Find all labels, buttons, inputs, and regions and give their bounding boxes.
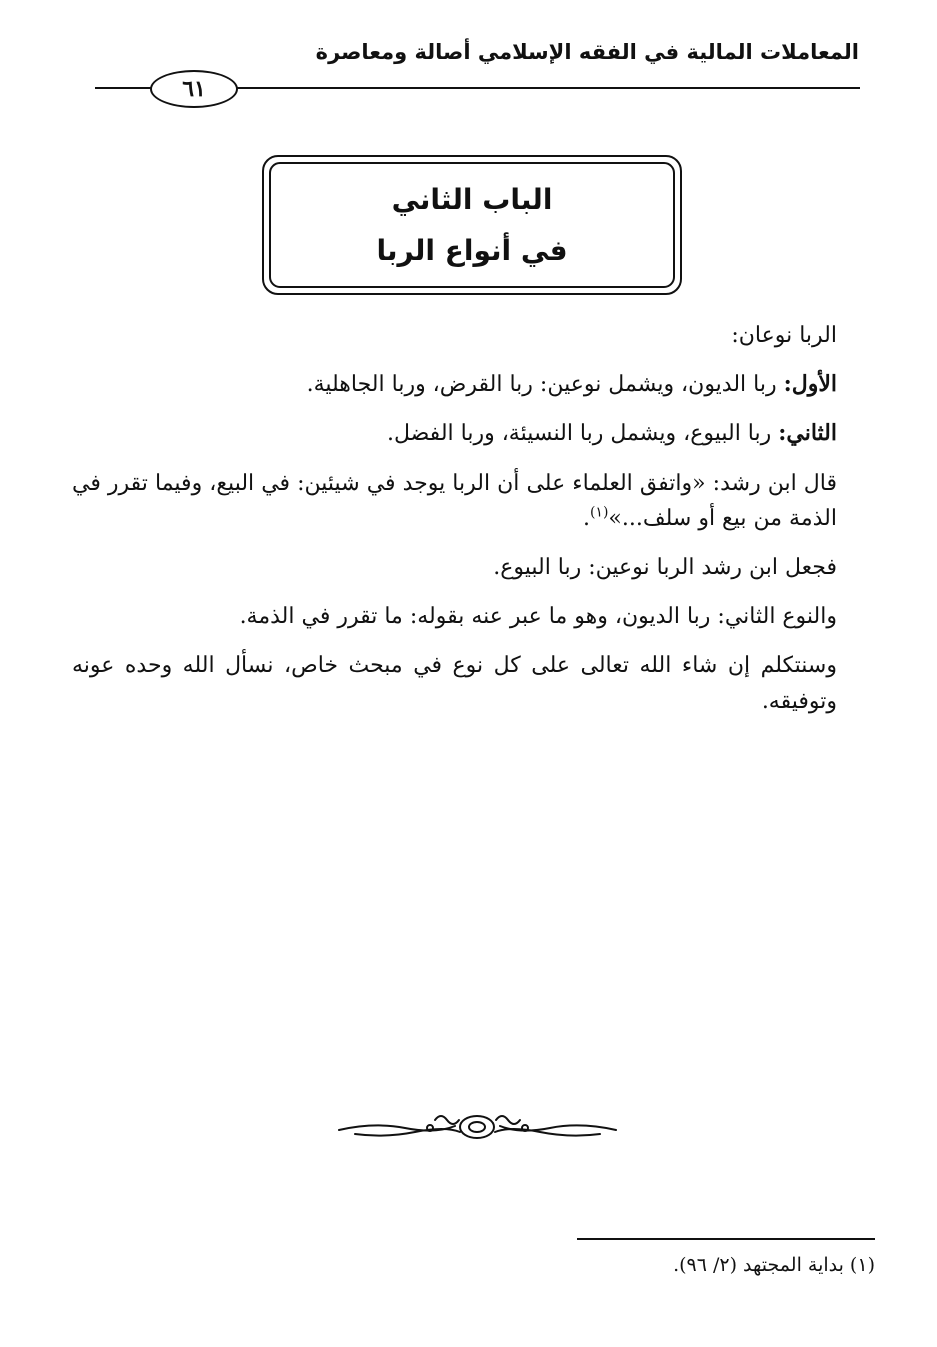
running-header-title: المعاملات المالية في الفقه الإسلامي أصالة ومعاصرة <box>315 40 859 64</box>
body-text <box>72 318 837 733</box>
paragraph-intro: الربا نوعان: <box>731 323 837 348</box>
paragraph-second-type <box>72 416 837 451</box>
paragraph-quote <box>72 466 837 536</box>
second-type-text: ربا البيوع، ويشمل ربا النسيئة، وربا الفضل. <box>386 421 779 447</box>
chapter-subheading: في أنواع الربا <box>376 234 568 267</box>
page-number: ٦١ <box>150 70 238 108</box>
first-type-text: ربا الديون، ويشمل نوعين: ربا القرض، وربا الجاهلية. <box>306 372 784 398</box>
footnote: (١) بداية المجتهد (٢/ ٩٦). <box>673 1254 875 1276</box>
chapter-heading: الباب الثاني <box>391 183 553 216</box>
paragraph-second-kind: والنوع الثاني: ربا الديون، وهو ما عبر عنه بقوله: ما تقرر في الذمة. <box>239 604 837 630</box>
footnote-rule <box>577 1238 875 1240</box>
second-type-label: الثاني: <box>778 420 837 447</box>
footnote-reference: (١) <box>589 504 609 521</box>
chapter-title-inner-frame <box>269 162 675 288</box>
paragraph-closing: وسنتكلم إن شاء الله تعالى على كل نوع في مبحث خاص، نسأل الله وحده عونه وتوفيقه. <box>72 653 837 714</box>
quote-end: . <box>582 505 590 531</box>
paragraph-first-type <box>72 367 837 402</box>
chapter-title-frame <box>262 155 682 295</box>
first-type-label: الأول: <box>783 371 837 398</box>
ornament-divider <box>335 1108 620 1144</box>
paragraph-classification: فجعل ابن رشد الربا نوعين: ربا البيوع. <box>493 554 837 580</box>
quote-text: قال ابن رشد: «واتفق العلماء على أن الربا يوجد في شيئين: في البيع، وفيما تقرر في الذمة من بيع أو سلف...» <box>72 470 837 531</box>
